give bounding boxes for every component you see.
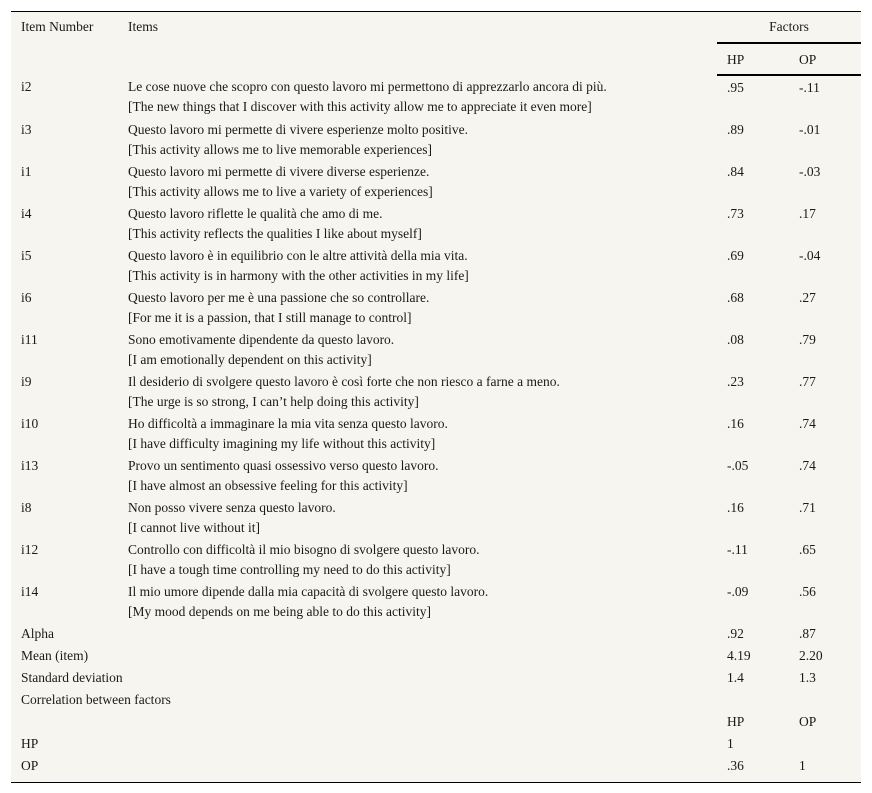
item-text bbox=[118, 246, 717, 288]
table-header bbox=[11, 12, 861, 75]
loading-op: -.04 bbox=[799, 248, 821, 263]
table-row bbox=[11, 456, 861, 498]
alpha-label: Alpha bbox=[21, 626, 54, 641]
loading-op: .74 bbox=[799, 416, 816, 431]
correlation-title-row bbox=[11, 690, 861, 712]
alpha-row bbox=[11, 624, 861, 646]
factor-loadings-table bbox=[11, 12, 861, 778]
item-italian: Sono emotivamente dipendente da questo lavoro. bbox=[128, 332, 395, 347]
item-text bbox=[118, 456, 717, 498]
mean-label: Mean (item) bbox=[21, 648, 89, 663]
item-text bbox=[118, 330, 717, 372]
item-text bbox=[118, 75, 717, 120]
item-italian: Questo lavoro mi permette di vivere esperienze molto positive. bbox=[128, 122, 469, 137]
loading-op: .71 bbox=[799, 500, 816, 515]
item-id: i3 bbox=[21, 122, 32, 137]
item-id: i9 bbox=[21, 374, 32, 389]
item-id: i14 bbox=[21, 584, 39, 599]
loading-hp: .84 bbox=[727, 164, 744, 179]
loading-op: -.03 bbox=[799, 164, 821, 179]
loading-hp: -.09 bbox=[727, 584, 749, 599]
correlation-row-label: HP bbox=[21, 736, 39, 751]
item-english: [I cannot live without it] bbox=[128, 520, 260, 535]
item-id: i10 bbox=[21, 416, 39, 431]
mean-row bbox=[11, 646, 861, 668]
table-row bbox=[11, 120, 861, 162]
item-text bbox=[118, 372, 717, 414]
header-op: OP bbox=[789, 43, 861, 75]
sd-op: 1.3 bbox=[799, 670, 816, 685]
loading-op: .17 bbox=[799, 206, 816, 221]
item-english: [This activity reflects the qualities I like about myself] bbox=[128, 226, 422, 241]
header-item-number: Item Number bbox=[21, 19, 94, 34]
item-italian: Provo un sentimento quasi ossessivo verso questo lavoro. bbox=[128, 458, 439, 473]
item-english: [This activity allows me to live a variety of experiences] bbox=[128, 184, 433, 199]
loading-op: -.01 bbox=[799, 122, 821, 137]
correlation-hp-op bbox=[789, 734, 861, 756]
alpha-op: .87 bbox=[799, 626, 816, 641]
item-text bbox=[118, 414, 717, 456]
loading-op: -.11 bbox=[799, 80, 820, 95]
item-english: [This activity is in harmony with the other activities in my life] bbox=[128, 268, 469, 283]
table-row bbox=[11, 498, 861, 540]
item-italian: Controllo con difficoltà il mio bisogno di svolgere questo lavoro. bbox=[128, 542, 480, 557]
item-id: i12 bbox=[21, 542, 39, 557]
table-row bbox=[11, 246, 861, 288]
item-italian: Non posso vivere senza questo lavoro. bbox=[128, 500, 336, 515]
table-row bbox=[11, 372, 861, 414]
item-id: i5 bbox=[21, 248, 32, 263]
loading-op: .56 bbox=[799, 584, 816, 599]
loading-hp: .16 bbox=[727, 500, 744, 515]
factor-loadings-table-container bbox=[11, 11, 861, 783]
table-row bbox=[11, 330, 861, 372]
item-english: [This activity allows me to live memorable experiences] bbox=[128, 142, 433, 157]
item-english: [I have a tough time controlling my need to do this activity] bbox=[128, 562, 451, 577]
correlation-label: Correlation between factors bbox=[21, 692, 171, 707]
loading-op: .65 bbox=[799, 542, 816, 557]
header-factors: Factors bbox=[717, 12, 861, 43]
item-text bbox=[118, 204, 717, 246]
correlation-hp-hp: 1 bbox=[727, 736, 734, 751]
mean-op: 2.20 bbox=[799, 648, 823, 663]
item-english: [The new things that I discover with this activity allow me to appreciate it even more] bbox=[128, 99, 592, 114]
loading-hp: .16 bbox=[727, 416, 744, 431]
item-text bbox=[118, 288, 717, 330]
table-row bbox=[11, 288, 861, 330]
item-italian: Ho difficoltà a immaginare la mia vita senza questo lavoro. bbox=[128, 416, 448, 431]
loading-hp: .69 bbox=[727, 248, 744, 263]
header-items: Items bbox=[128, 19, 158, 34]
item-english: [My mood depends on me being able to do this activity] bbox=[128, 604, 431, 619]
correlation-op-hp: .36 bbox=[727, 758, 744, 773]
item-english: [I have almost an obsessive feeling for this activity] bbox=[128, 478, 408, 493]
item-italian: Questo lavoro mi permette di vivere diverse esperienze. bbox=[128, 164, 430, 179]
correlation-row-op bbox=[11, 756, 861, 778]
item-italian: Il desiderio di svolgere questo lavoro è così forte che non riesco a farne a meno. bbox=[128, 374, 560, 389]
loading-hp: .73 bbox=[727, 206, 744, 221]
loading-hp: -.11 bbox=[727, 542, 748, 557]
item-text bbox=[118, 582, 717, 624]
table-row bbox=[11, 75, 861, 120]
correlation-header-row bbox=[11, 712, 861, 734]
correlation-op-op: 1 bbox=[799, 758, 806, 773]
item-italian: Le cose nuove che scopro con questo lavoro mi permettono di apprezzarlo ancora di più. bbox=[128, 79, 607, 94]
item-id: i11 bbox=[21, 332, 38, 347]
item-english: [I have difficulty imagining my life without this activity] bbox=[128, 436, 436, 451]
table-row bbox=[11, 204, 861, 246]
loading-hp: .08 bbox=[727, 332, 744, 347]
item-id: i13 bbox=[21, 458, 39, 473]
loading-hp: .68 bbox=[727, 290, 744, 305]
loading-op: .79 bbox=[799, 332, 816, 347]
loading-hp: .89 bbox=[727, 122, 744, 137]
loading-op: .77 bbox=[799, 374, 816, 389]
sd-hp: 1.4 bbox=[727, 670, 744, 685]
loading-hp: .23 bbox=[727, 374, 744, 389]
item-italian: Questo lavoro per me è una passione che so controllare. bbox=[128, 290, 430, 305]
header-hp: HP bbox=[717, 43, 789, 75]
loading-op: .27 bbox=[799, 290, 816, 305]
item-italian: Il mio umore dipende dalla mia capacità di svolgere questo lavoro. bbox=[128, 584, 489, 599]
correlation-col-hp: HP bbox=[727, 714, 745, 729]
correlation-row-label: OP bbox=[21, 758, 39, 773]
correlation-row-hp bbox=[11, 734, 861, 756]
table-row bbox=[11, 582, 861, 624]
alpha-hp: .92 bbox=[727, 626, 744, 641]
sd-label: Standard deviation bbox=[21, 670, 123, 685]
item-id: i6 bbox=[21, 290, 32, 305]
item-id: i4 bbox=[21, 206, 32, 221]
item-id: i1 bbox=[21, 164, 32, 179]
loading-hp: -.05 bbox=[727, 458, 749, 473]
loading-hp: .95 bbox=[727, 80, 744, 95]
table-row bbox=[11, 540, 861, 582]
table-row bbox=[11, 414, 861, 456]
loading-op: .74 bbox=[799, 458, 816, 473]
item-id: i2 bbox=[21, 79, 32, 94]
item-text bbox=[118, 540, 717, 582]
item-text bbox=[118, 162, 717, 204]
item-italian: Questo lavoro è in equilibrio con le altre attività della mia vita. bbox=[128, 248, 468, 263]
table-body bbox=[11, 75, 861, 778]
item-english: [The urge is so strong, I can’t help doing this activity] bbox=[128, 394, 419, 409]
item-text bbox=[118, 498, 717, 540]
item-text bbox=[118, 120, 717, 162]
mean-hp: 4.19 bbox=[727, 648, 751, 663]
correlation-col-op: OP bbox=[799, 714, 817, 729]
sd-row bbox=[11, 668, 861, 690]
item-english: [I am emotionally dependent on this activity] bbox=[128, 352, 372, 367]
item-id: i8 bbox=[21, 500, 32, 515]
item-italian: Questo lavoro riflette le qualità che amo di me. bbox=[128, 206, 383, 221]
item-english: [For me it is a passion, that I still manage to control] bbox=[128, 310, 412, 325]
table-row bbox=[11, 162, 861, 204]
